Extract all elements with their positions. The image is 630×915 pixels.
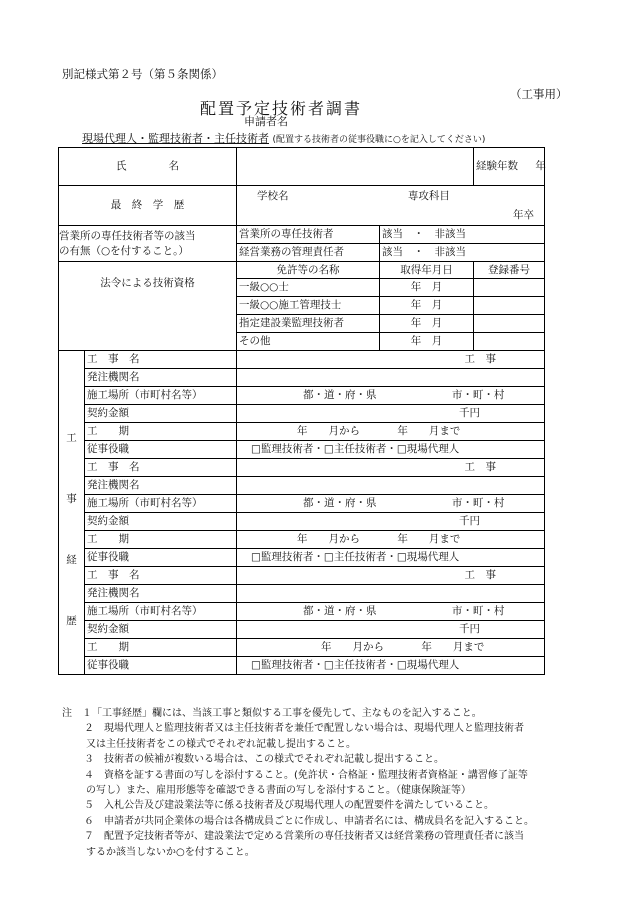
side-char: 歴 — [66, 615, 77, 627]
full-time-row2-options[interactable]: 該当 ・ 非該当 — [380, 244, 545, 262]
applicant-label: 申請者名 — [244, 115, 288, 128]
period-from: 年 月から — [297, 533, 360, 545]
period-to: 年 月まで — [397, 533, 461, 545]
note-2: ２ 現場代理人と監理技術者又は主任技術者を兼任で配置しない場合は、現場代理人と監理技術者 — [84, 723, 524, 735]
client-field[interactable] — [237, 585, 545, 603]
qual-header-name: 免許等の名称 — [237, 262, 380, 279]
period-field[interactable] — [237, 531, 545, 549]
period-from: 年 月から — [297, 425, 360, 437]
technician-form-table — [58, 147, 545, 675]
role-options: □監理技術者・□主任技術者・□現場代理人 — [251, 551, 460, 563]
row-label-role: 従事役職 — [85, 549, 237, 567]
location-city: 市・町・村 — [451, 497, 505, 509]
qual-name: 一級○○施工管理技士 — [237, 297, 380, 315]
row-label-project: 工 事 名 — [85, 459, 237, 477]
row-label-period: 工 期 — [85, 639, 237, 657]
education-field[interactable] — [237, 186, 545, 226]
name-label: 氏 名 — [59, 148, 237, 186]
row-label-role: 従事役職 — [85, 657, 237, 675]
client-field[interactable] — [237, 369, 545, 387]
location-pref: 都・道・府・県 — [303, 497, 377, 509]
note-4-cont: の写し）また、雇用形態等を確認できる書面の写しを添付すること。（健康保険証等） — [86, 785, 471, 797]
full-time-label-line1: 営業所の専任技術者等の該当 — [59, 229, 196, 242]
role-field[interactable] — [237, 441, 545, 459]
role-options: □監理技術者・□主任技術者・□現場代理人 — [251, 659, 460, 671]
form-kind: （工事用） — [510, 87, 568, 101]
period-to: 年 月まで — [421, 641, 485, 653]
row-label-location: 施工場所（市町村名等） — [85, 387, 237, 405]
note-1: 注 １「工事経歴」欄には、当該工事と類似する工事を優先して、主なものを記入すること。 — [62, 708, 482, 719]
location-city: 市・町・村 — [451, 389, 505, 401]
qual-header-number: 登録番号 — [474, 262, 545, 279]
qual-date[interactable]: 年 月 — [380, 333, 474, 351]
amount-field[interactable]: 千円 — [237, 513, 545, 531]
row-label-amount: 契約金額 — [85, 513, 237, 531]
note-2-cont: 又は主任技術者をこの様式でそれぞれ記載し提出すること。 — [86, 738, 356, 750]
amount-field[interactable]: 千円 — [237, 621, 545, 639]
qual-number[interactable] — [474, 297, 545, 315]
page-title: 配置予定技術者調書 — [200, 99, 363, 118]
qual-number[interactable] — [474, 315, 545, 333]
side-char: 経 — [66, 554, 77, 566]
qual-date[interactable]: 年 月 — [380, 297, 474, 315]
row-label-project: 工 事 名 — [85, 351, 237, 369]
experience-cell[interactable] — [474, 148, 545, 186]
row-label-amount: 契約金額 — [85, 405, 237, 423]
school-label: 学校名 — [257, 190, 289, 202]
qualifications-label: 法令による技術資格 — [59, 262, 237, 351]
period-field[interactable] — [237, 639, 545, 657]
roles-note: (配置する技術者の従事役職に○を記入してください) — [272, 135, 486, 145]
experience-side-label — [59, 351, 85, 675]
note-7-cont: するか該当しないか○を付すること。 — [86, 846, 255, 858]
client-field[interactable] — [237, 477, 545, 495]
role-field[interactable] — [237, 549, 545, 567]
note-4: ４ 資格を証する書面の写しを添付すること。(免許状・合格証・監理技術者資格証・講習修了証等 — [84, 769, 528, 781]
period-to: 年 月まで — [397, 425, 461, 437]
row-label-client: 発注機関名 — [85, 477, 237, 495]
full-time-row1-options[interactable]: 該当 ・ 非該当 — [380, 226, 545, 244]
qual-name: 一級○○士 — [237, 279, 380, 297]
qual-name: 指定建設業監理技術者 — [237, 315, 380, 333]
role-line — [82, 130, 485, 146]
full-time-label — [59, 226, 237, 262]
row-label-location: 施工場所（市町村名等） — [85, 495, 237, 513]
row-label-location: 施工場所（市町村名等） — [85, 603, 237, 621]
row-label-amount: 契約金額 — [85, 621, 237, 639]
full-time-row2-label: 経営業務の管理責任者 — [237, 244, 380, 262]
row-label-period: 工 期 — [85, 531, 237, 549]
row-label-project: 工 事 名 — [85, 567, 237, 585]
project-name-field[interactable]: 工 事 — [237, 567, 545, 585]
location-field[interactable] — [237, 387, 545, 405]
major-label: 専攻科目 — [407, 190, 450, 202]
experience-label: 経験年数 — [476, 160, 519, 172]
row-label-role: 従事役職 — [85, 441, 237, 459]
name-field[interactable] — [237, 148, 474, 186]
side-char: 工 — [66, 432, 77, 444]
location-pref: 都・道・府・県 — [303, 605, 377, 617]
note-6: ６ 申請者が共同企業体の場合は各構成員ごとに作成し、申請者名には、構成員名を記入すること。 — [84, 815, 534, 827]
project-name-field[interactable]: 工 事 — [237, 351, 545, 369]
qual-date[interactable]: 年 月 — [380, 279, 474, 297]
period-from: 年 月から — [321, 641, 384, 653]
education-label: 最 終 学 歴 — [59, 186, 237, 226]
period-field[interactable] — [237, 423, 545, 441]
notes-section — [62, 706, 582, 860]
note-3: ３ 技術者の候補が複数いる場合は、この様式でそれぞれ記載し提出すること。 — [84, 754, 444, 766]
location-field[interactable] — [237, 495, 545, 513]
location-pref: 都・道・府・県 — [303, 389, 377, 401]
qual-name: その他 — [237, 333, 380, 351]
row-label-period: 工 期 — [85, 423, 237, 441]
amount-field[interactable]: 千円 — [237, 405, 545, 423]
graduation-year: 年卒 — [513, 209, 535, 221]
role-field[interactable] — [237, 657, 545, 675]
experience-unit: 年 — [535, 160, 546, 172]
row-label-client: 発注機関名 — [85, 369, 237, 387]
qual-date[interactable]: 年 月 — [380, 315, 474, 333]
full-time-row1-label: 営業所の専任技術者 — [237, 226, 380, 244]
qual-number[interactable] — [474, 333, 545, 351]
note-5: ５ 入札公告及び建設業法等に係る技術者及び現場代理人の配置要件を満たしていること。 — [84, 800, 494, 812]
form-reference: 別記様式第２号（第５条関係） — [62, 67, 223, 81]
location-field[interactable] — [237, 603, 545, 621]
roles-text: 現場代理人・監理技術者・主任技術者 — [82, 132, 269, 145]
side-char: 事 — [66, 493, 77, 505]
qual-header-date: 取得年月日 — [380, 262, 474, 279]
project-name-field[interactable]: 工 事 — [237, 459, 545, 477]
location-city: 市・町・村 — [451, 605, 505, 617]
row-label-client: 発注機関名 — [85, 585, 237, 603]
note-7: ７ 配置予定技術者等が、建設業法で定める営業所の専任技術者又は経営業務の管理責任者に該当 — [84, 831, 524, 843]
qual-number[interactable] — [474, 279, 545, 297]
role-options: □監理技術者・□主任技術者・□現場代理人 — [251, 443, 460, 455]
full-time-label-line2: の有無（○を付すること。） — [59, 244, 189, 257]
